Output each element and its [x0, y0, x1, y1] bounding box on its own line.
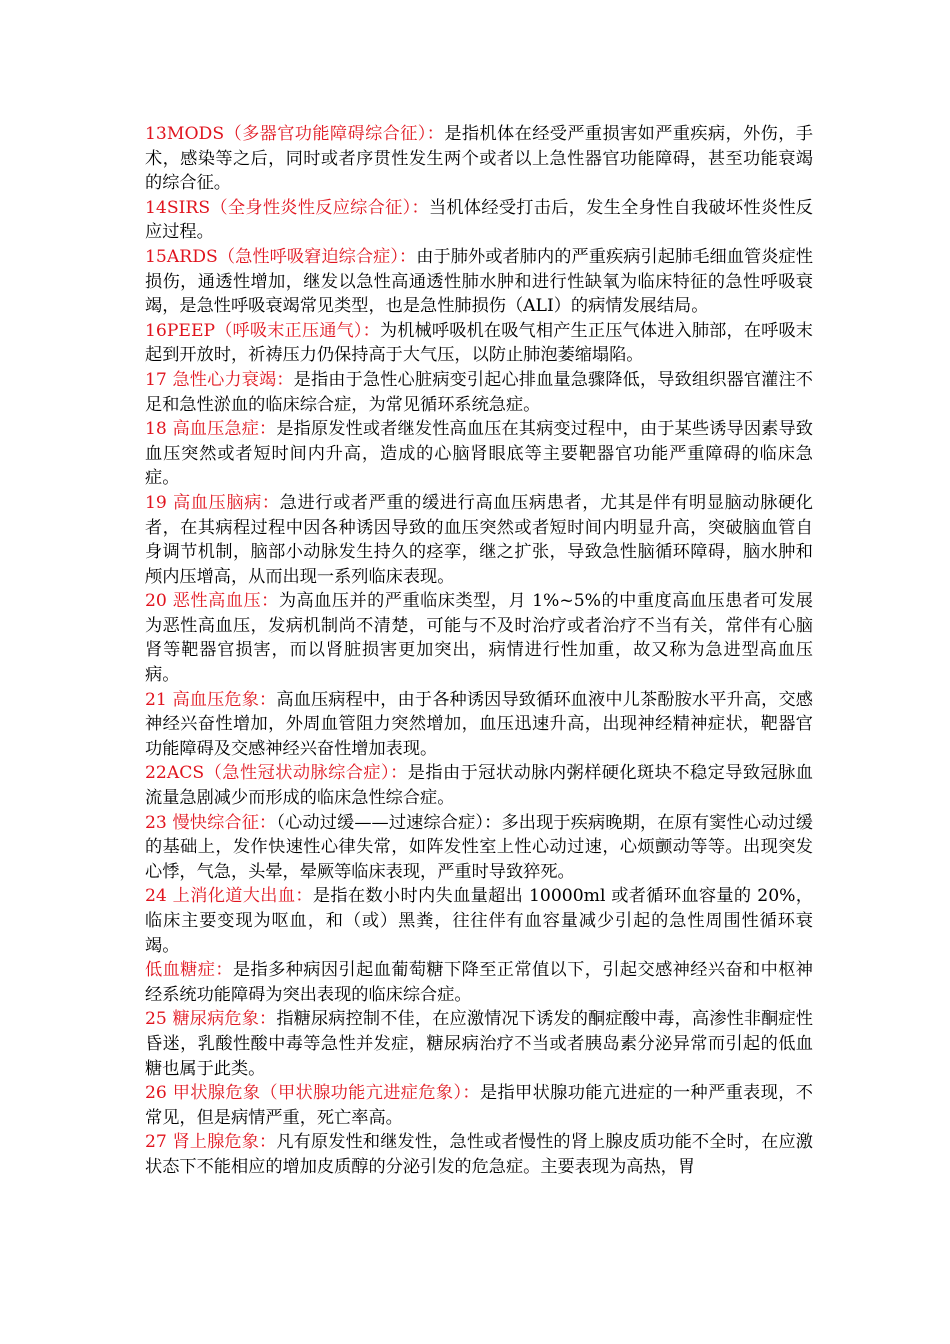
entry-definition: 为高血压并的严重临床类型，月 1%~5%的中重度高血压患者可发展为恶性高血压，发病机制尚不清楚，可能与不及时治疗或者治疗不当有关，常伴有心脑肾等靶器官损害，而以肾脏损害更加突出，病情进行性加重，故又称为急进型高血压病。 [145, 591, 813, 686]
entry-26-thyroid-crisis [145, 1081, 813, 1130]
entry-14-sirs [145, 196, 813, 245]
entry-definition: 是指多种病因引起血葡萄糖下降至正常值以下，引起交感神经兴奋和中枢神经系统功能障碍为突出表现的临床综合症。 [145, 960, 813, 1005]
entry-definition: 凡有原发性和继发性，急性或者慢性的肾上腺皮质功能不全时，在应激状态下不能相应的增加皮质醇的分泌引发的危急症。主要表现为高热，胃 [145, 1132, 813, 1177]
entry-13-mods [145, 122, 813, 196]
entry-17-acute-heart-failure [145, 368, 813, 417]
entry-term: 24 上消化道大出血： [145, 886, 313, 907]
entry-term: 19 高血压脑病： [145, 492, 280, 513]
entry-term: 27 肾上腺危象： [145, 1132, 277, 1153]
entry-definition: 是指由于冠状动脉内粥样硬化斑块不稳定导致冠脉血流量急剧减少而形成的临床急性综合症。 [145, 763, 813, 809]
entry-21-hypertensive-crisis [145, 688, 813, 762]
entry-term: 18 高血压急症： [145, 419, 277, 440]
entry-20-malignant-hypertension [145, 589, 813, 687]
entry-definition: 是指在数小时内失血量超出 10000ml 或者循环血容量的 20%，临床主要变现为呕血，和（或）黑粪，往往伴有血容量减少引起的急性周围性循环衰竭。 [145, 886, 813, 956]
entry-definition: 指糖尿病控制不佳，在应激情况下诱发的酮症酸中毒，高渗性非酮症性昏迷，乳酸性酸中毒等急性并发症，糖尿病治疗不当或者胰岛素分泌异常而引起的低血糖也属于此类。 [145, 1009, 813, 1079]
entry-definition: （心动过缓——过速综合症）：多出现于疾病晚期，在原有窦性心动过缓的基础上，发作快速性心律失常，如阵发性室上性心动过速，心烦颤动等等。出现突发心悸，气急，头晕，晕厥等临床表现，严重时导致猝死。 [145, 812, 813, 882]
entry-definition: 高血压病程中，由于各种诱因导致循环血液中儿茶酚胺水平升高，交感神经兴奋性增加，外周血管阻力突然增加，血压迅速升高，出现神经精神症状，靶器官功能障碍及交感神经兴奋性增加表现。 [145, 689, 813, 759]
entry-term: 22ACS（急性冠状动脉综合症）： [145, 763, 408, 784]
entry-term: 13MODS（多器官功能障碍综合征）： [145, 124, 445, 144]
entry-term: 23 慢快综合征： [145, 812, 277, 833]
entry-term: 15ARDS（急性呼吸窘迫综合症）： [145, 246, 417, 267]
entry-term: 低血糖症： [145, 960, 233, 981]
entry-definition: 为机械呼吸机在吸气相产生正压气体进入肺部，在呼吸末起到开放时，祈祷压力仍保持高于大气压，以防止肺泡萎缩塌陷。 [145, 320, 813, 366]
entry-25-diabetic-crisis [145, 1007, 813, 1081]
entry-definition: 是指由于急性心脏病变引起心排血量急骤降低，导致组织器官灌注不足和急性淤血的临床综合症，为常见循环系统急症。 [145, 369, 813, 415]
entry-term: 21 高血压危象： [145, 689, 277, 710]
entry-definition: 是指原发性或者继发性高血压在其病变过程中，由于某些诱导因素导致血压突然或者短时间内升高，造成的心脑肾眼底等主要靶器官功能严重障碍的临床急症。 [145, 419, 813, 489]
entry-term: 17 急性心力衰竭： [145, 369, 294, 390]
entry-15-ards [145, 245, 813, 319]
entry-definition: 是指甲状腺功能亢进症的一种严重表现，不常见，但是病情严重，死亡率高。 [145, 1083, 813, 1128]
entry-hypoglycemia [145, 958, 813, 1007]
document-page [145, 122, 813, 1180]
entry-definition: 是指机体在经受严重损害如严重疾病，外伤，手术，感染等之后，同时或者序贯性发生两个或者以上急性器官功能障碍，甚至功能衰竭的综合征。 [145, 124, 813, 194]
entry-term: 26 甲状腺危象（甲状腺功能亢进症危象）： [145, 1083, 480, 1104]
entry-24-upper-gi-bleeding [145, 884, 813, 958]
entry-16-peep [145, 319, 813, 368]
entry-19-hypertensive-encephalopathy [145, 491, 813, 589]
entry-22-acs [145, 761, 813, 810]
entry-definition: 由于肺外或者肺内的严重疾病引起肺毛细血管炎症性损伤，通透性增加，继发以急性高通透性肺水肿和进行性缺氧为临床特征的急性呼吸衰竭，是急性呼吸衰竭常见类型，也是急性肺损伤（ALI）的病情发展结局。 [145, 246, 813, 317]
entry-term: 20 恶性高血压： [145, 591, 279, 612]
entry-18-hypertensive-emergency [145, 417, 813, 491]
entry-definition: 当机体经受打击后，发生全身性自我破坏性炎性反应过程。 [145, 197, 813, 243]
entry-definition: 急进行或者严重的缓进行高血压病患者，尤其是伴有明显脑动脉硬化者，在其病程过程中因各种诱因导致的血压突然或者短时间内明显升高，突破脑血管自身调节机制，脑部小动脉发生持久的痉挛，继之扩张，导致急性脑循环障碍，脑水肿和颅内压增高，从而出现一系列临床表现。 [145, 492, 813, 587]
entry-27-adrenal-crisis [145, 1130, 813, 1179]
entry-term: 14SIRS（全身性炎性反应综合征）： [145, 197, 429, 218]
entry-term: 25 糖尿病危象： [145, 1009, 277, 1030]
entry-term: 16PEEP（呼吸末正压通气）： [145, 320, 380, 341]
entry-23-tachy-brady-syndrome [145, 811, 813, 885]
